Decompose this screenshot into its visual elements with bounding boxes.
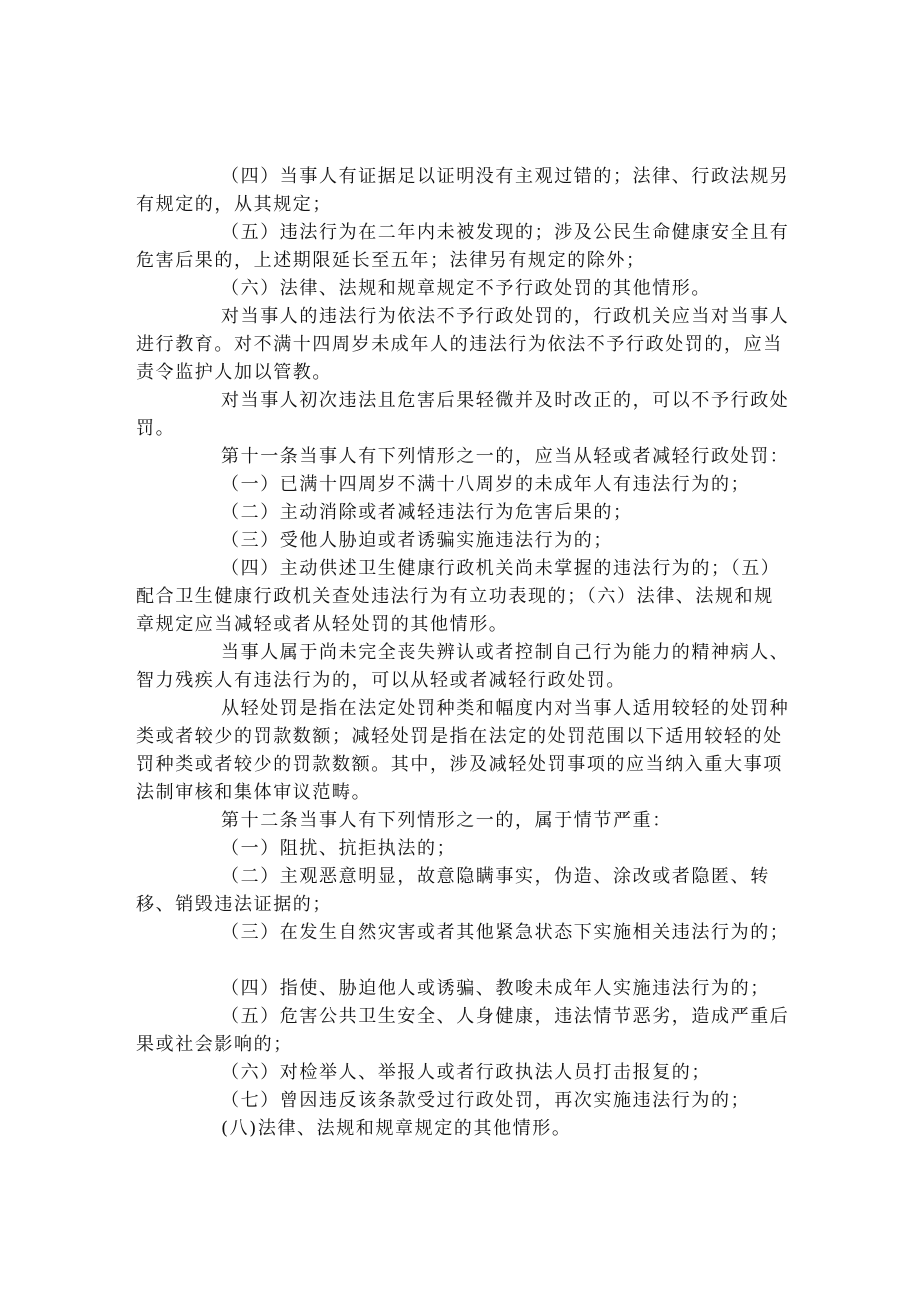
paragraph: 对当事人的违法行为依法不予行政处罚的，行政机关应当对当事人进行教育。对不满十四周岁未成年人的违法行为依法不予行政处罚的，应当责令监护人加以管教。 [136, 306, 790, 383]
paragraph: （六）对检举人、举报人或者行政执法人员打击报复的； [221, 1062, 711, 1083]
paragraph: （六）法律、法规和规章规定不予行政处罚的其他情形。 [221, 278, 711, 299]
article-heading: 第十二条当事人有下列情形之一的，属于情节严重： [221, 810, 672, 831]
paragraph: （二）主动消除或者减轻违法行为危害后果的； [221, 502, 633, 523]
article-heading: 第十一条当事人有下列情形之一的，应当从轻或者减轻行政处罚： [221, 446, 790, 467]
paragraph: （五）危害公共卫生安全、人身健康，违法情节恶劣，造成严重后果或社会影响的； [136, 1006, 790, 1055]
paragraph: (八)法律、法规和规章规定的其他情形。 [221, 1118, 572, 1139]
paragraph: （一）阻扰、抗拒执法的； [221, 838, 457, 859]
paragraph: 从轻处罚是指在法定处罚种类和幅度内对当事人适用较轻的处罚种类或者较少的罚款数额；减轻处罚是指在法定的处罚范围以下适用较轻的处罚种类或者较少的罚款数额。其中，涉及减轻处罚事项的应当纳入重大事项法制审核和集体审议范畴。 [136, 698, 790, 803]
paragraph: （四）主动供述卫生健康行政机关尚未掌握的违法行为的；（五）配合卫生健康行政机关查处违法行为有立功表现的；（六）法律、法规和规章规定应当减轻或者从轻处罚的其他情形。 [136, 558, 781, 635]
paragraph: 当事人属于尚未完全丧失辨认或者控制自己行为能力的精神病人、智力残疾人有违法行为的，可以从轻或者减轻行政处罚。 [136, 642, 790, 691]
paragraph: 对当事人初次违法且危害后果轻微并及时改正的，可以不予行政处罚。 [136, 390, 790, 439]
paragraph: （四）指使、胁迫他人或诱骗、教唆未成年人实施违法行为的； [221, 978, 770, 999]
paragraph: （二）主观恶意明显，故意隐瞒事实，伪造、涂改或者隐匿、转移、销毁违法证据的； [136, 866, 770, 915]
paragraph: （七）曾因违反该条款受过行政处罚，再次实施违法行为的； [221, 1090, 751, 1111]
paragraph: （一）已满十四周岁不满十八周岁的未成年人有违法行为的； [221, 474, 751, 495]
paragraph: （四）当事人有证据足以证明没有主观过错的；法律、行政法规另有规定的，从其规定； [136, 166, 790, 215]
paragraph: （三）在发生自然灾害或者其他紧急状态下实施相关违法行为的； [221, 922, 790, 943]
paragraph: （三）受他人胁迫或者诱骗实施违法行为的； [221, 530, 613, 551]
paragraph: （五）违法行为在二年内未被发现的；涉及公民生命健康安全且有危害后果的，上述期限延长至五年；法律另有规定的除外； [136, 222, 790, 271]
